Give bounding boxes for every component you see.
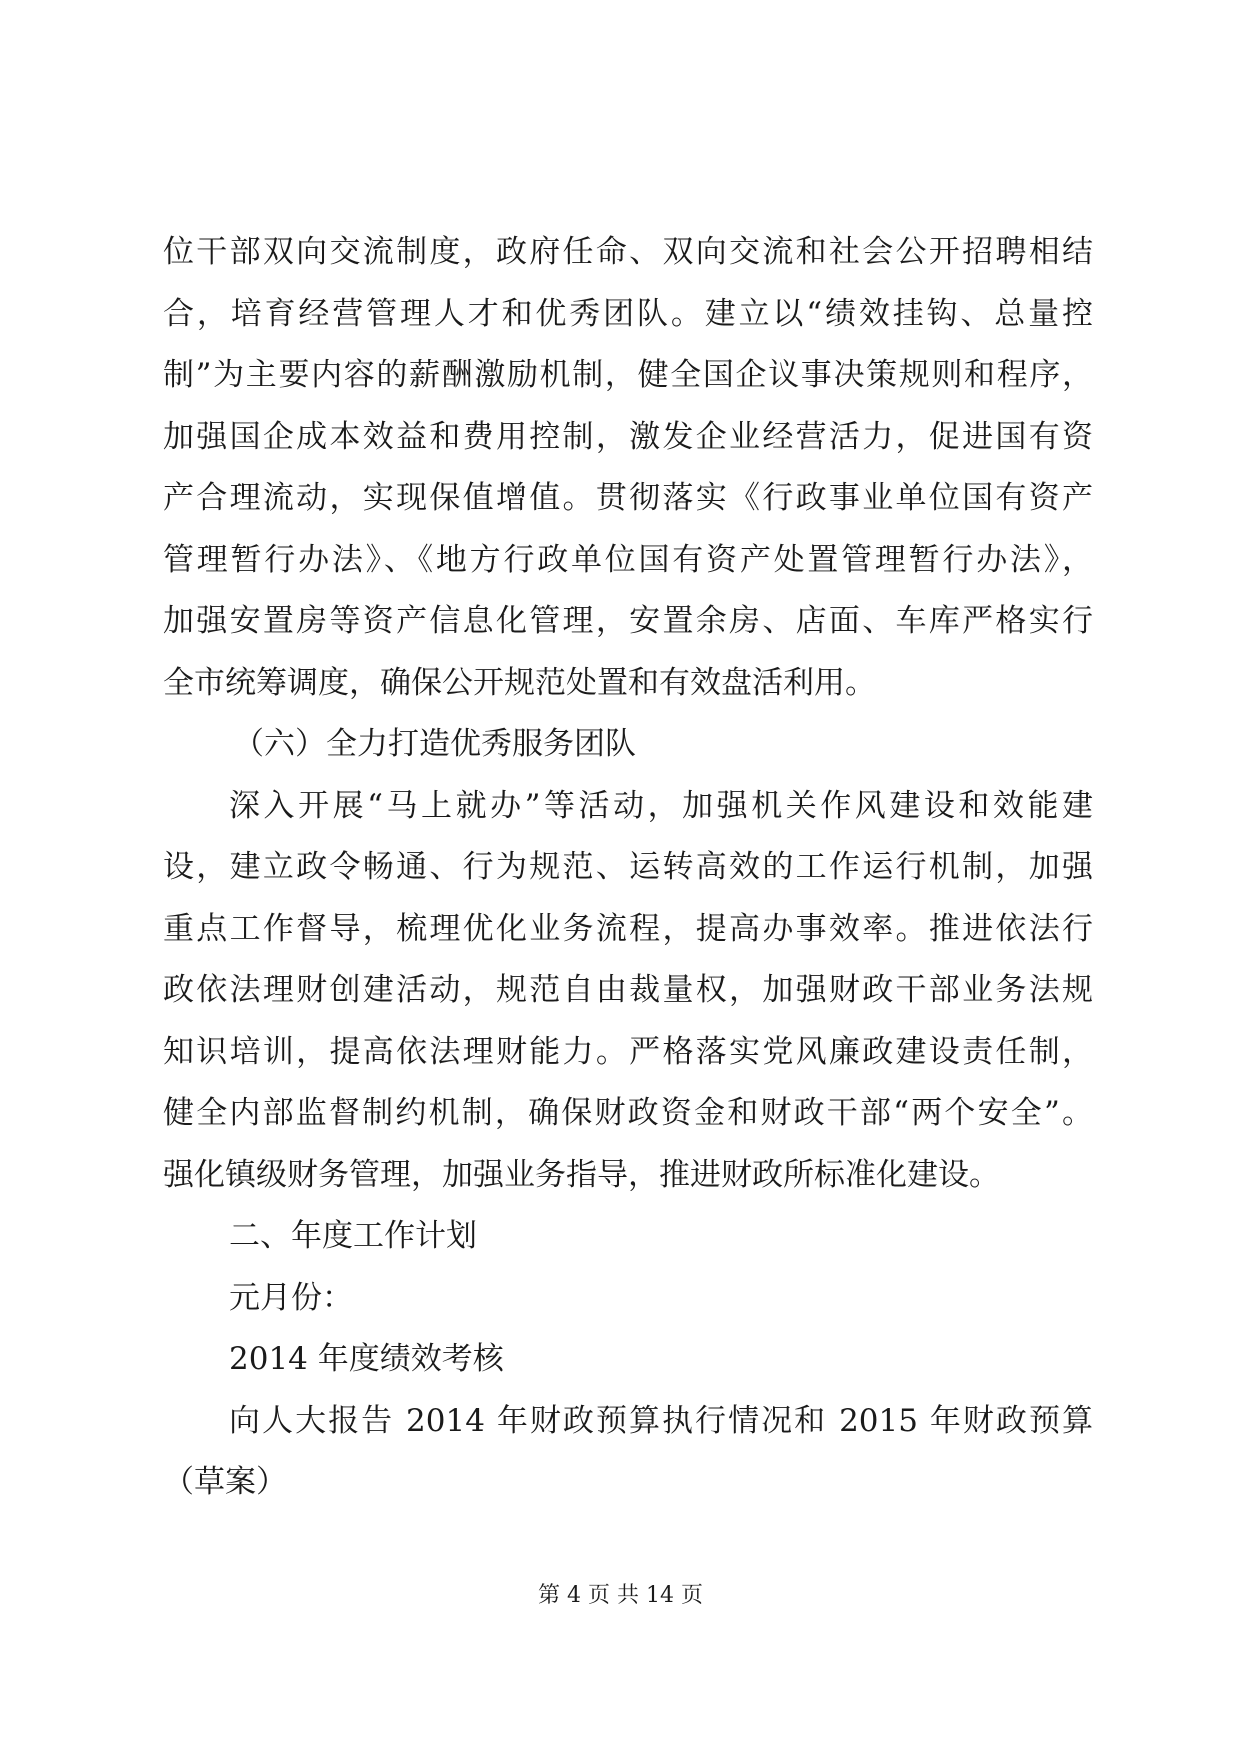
paragraph-line: 加强安置房等资产信息化管理，安置余房、店面、车库严格实行 bbox=[163, 603, 1093, 639]
body-text bbox=[163, 222, 1093, 1514]
paragraph-line: 加强国企成本效益和费用控制，激发企业经营活力，促进国有资 bbox=[163, 418, 1093, 455]
paragraph-line: 管理暂行办法》、《地方行政单位国有资产处置管理暂行办法》， bbox=[163, 541, 1093, 578]
paragraph-line: 政依法理财创建活动，规范自由裁量权，加强财政干部业务法规 bbox=[163, 972, 1093, 1008]
paragraph-line: 元月份： bbox=[229, 1279, 353, 1316]
paragraph-line: 制”为主要内容的薪酬激励机制，健全国企议事决策规则和程序， bbox=[163, 357, 1093, 393]
paragraph-line: 设，建立政令畅通、行为规范、运转高效的工作运行机制，加强 bbox=[163, 849, 1093, 885]
paragraph-line: 深入开展“马上就办”等活动，加强机关作风建设和效能建 bbox=[229, 787, 1093, 824]
paragraph-line: 向人大报告 2014 年财政预算执行情况和 2015 年财政预算 bbox=[229, 1402, 1093, 1439]
section-heading: 二、年度工作计划 bbox=[229, 1218, 477, 1254]
paragraph-line: 知识培训，提高依法理财能力。严格落实党风廉政建设责任制， bbox=[163, 1033, 1093, 1070]
paragraph-line: 强化镇级财务管理，加强业务指导，推进财政所标准化建设。 bbox=[163, 1156, 1000, 1193]
section-heading: （六）全力打造优秀服务团队 bbox=[233, 726, 636, 762]
paragraph-line: 合，培育经营管理人才和优秀团队。建立以“绩效挂钩、总量控 bbox=[163, 295, 1093, 332]
page-footer: 第 4 页 共 14 页 bbox=[538, 1583, 703, 1608]
paragraph-line: 产合理流动，实现保值增值。贯彻落实《行政事业单位国有资产 bbox=[163, 480, 1093, 516]
paragraph-line: 2014 年度绩效考核 bbox=[229, 1341, 504, 1377]
paragraph-line: （草案） bbox=[163, 1464, 287, 1500]
paragraph-line: 全市统筹调度，确保公开规范处置和有效盘活利用。 bbox=[163, 664, 876, 701]
paragraph-line: 健全内部监督制约机制，确保财政资金和财政干部“两个安全”。 bbox=[163, 1095, 1093, 1131]
paragraph-line: 位干部双向交流制度，政府任命、双向交流和社会公开招聘相结 bbox=[163, 234, 1093, 270]
paragraph-line: 重点工作督导，梳理优化业务流程，提高办事效率。推进依法行 bbox=[163, 910, 1093, 947]
